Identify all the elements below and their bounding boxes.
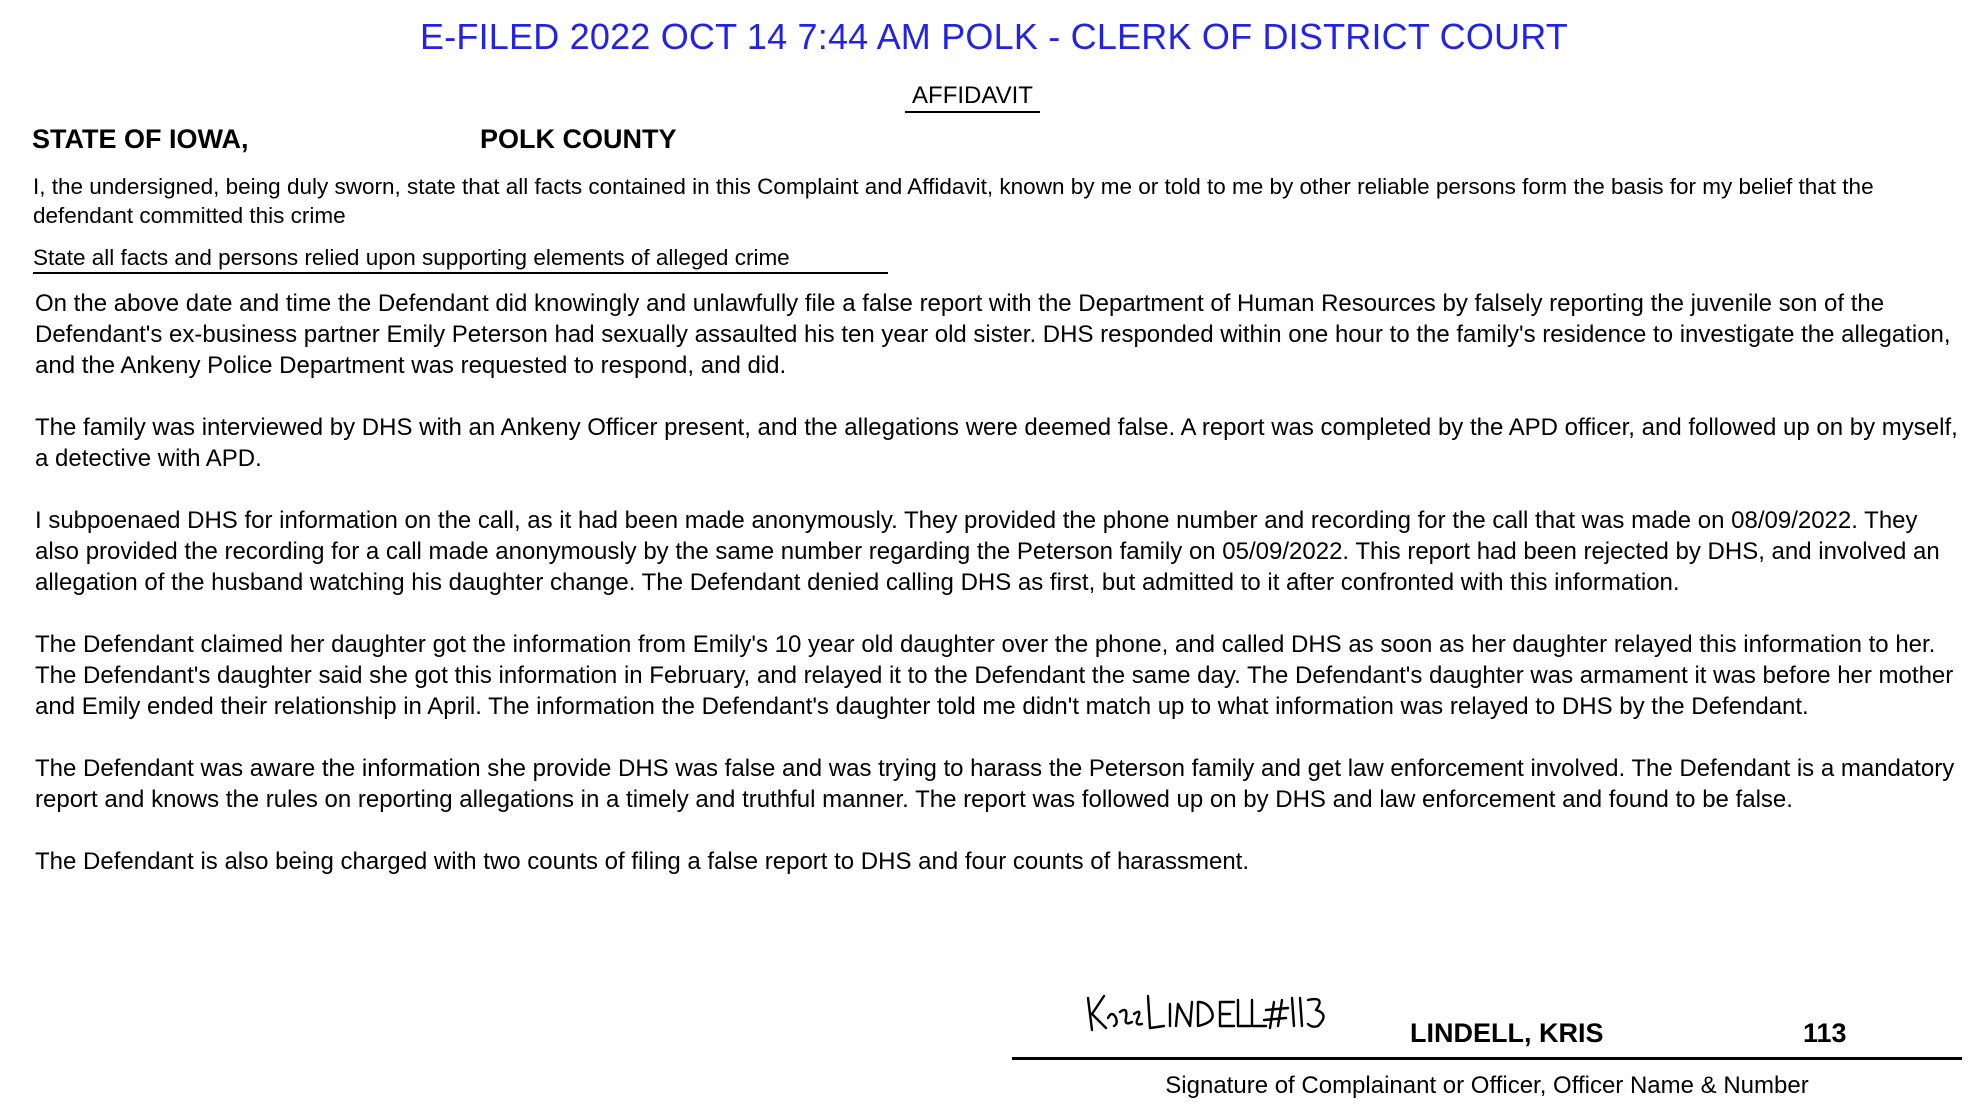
- narrative-paragraph: The Defendant claimed her daughter got the information from Emily's 10 year old daughter over the phone, and called DHS as soon as her daughter relayed this information to her. The Defendant's daughter said she got this information in February, and relayed it to the Defendant the same day. The Defendant's daughter was armament it was before her mother and Emily ended their relationship in April. The information the Defendant's daughter told me didn't match up to what information was relayed to DHS by the Defendant.: [35, 631, 1954, 720]
- narrative-paragraph: The Defendant was aware the information she provide DHS was false and was trying to harass the Peterson family and get law enforcement involved. The Defendant is a mandatory report and knows the rules on reporting allegations in a timely and truthful manner. The report was followed up on by DHS and law enforcement and found to be false.: [35, 755, 1955, 813]
- narrative-paragraph: The family was interviewed by DHS with an Ankeny Officer present, and the allegations were deemed false. A report was completed by the APD officer, and followed up on by myself, a detective with APD.: [35, 414, 1958, 472]
- narrative-paragraph: The Defendant is also being charged with two counts of filing a false report to DHS and four counts of harassment.: [35, 848, 1250, 875]
- efiled-stamp: E-FILED 2022 OCT 14 7:44 AM POLK - CLERK OF DISTRICT COURT: [420, 16, 1568, 57]
- facts-heading: State all facts and persons relied upon supporting elements of alleged crime: [33, 245, 888, 274]
- narrative-paragraph: I subpoenaed DHS for information on the call, as it had been made anonymously. They provided the phone number and recording for the call that was made on 08/09/2022. They also provided the recording for a call made anonymously by the same number regarding the Peterson family on 05/09/2022. This report had been rejected by DHS, and involved an allegation of the husband watching his daughter change. The Defendant denied calling DHS as first, but admitted to it after confronted with this information.: [35, 507, 1940, 596]
- officer-name: LINDELL, KRIS: [1410, 1018, 1604, 1048]
- state-label: STATE OF IOWA,: [32, 124, 249, 154]
- document-title: AFFIDAVIT: [905, 82, 1040, 113]
- affidavit-narrative: [35, 288, 1965, 908]
- narrative-paragraph: On the above date and time the Defendant did knowingly and unlawfully file a false report with the Department of Human Resources by falsely reporting the juvenile son of the Defendant's ex-business partner Emily Peterson had sexually assaulted his ten year old sister. DHS responded within one hour to the family's residence to investigate the allegation, and the Ankeny Police Department was requested to respond, and did.: [35, 290, 1951, 379]
- signature-line: [1012, 1057, 1962, 1060]
- signature-caption: Signature of Complainant or Officer, Officer Name & Number: [1165, 1072, 1809, 1099]
- oath-statement: I, the undersigned, being duly sworn, state that all facts contained in this Complaint and Affidavit, known by me or told to me by other reliable persons form the basis for my belief that the defendant committed this crime: [33, 174, 1874, 228]
- handwritten-signature: [1082, 988, 1332, 1038]
- county-label: POLK COUNTY: [480, 124, 677, 154]
- officer-number: 113: [1803, 1018, 1847, 1048]
